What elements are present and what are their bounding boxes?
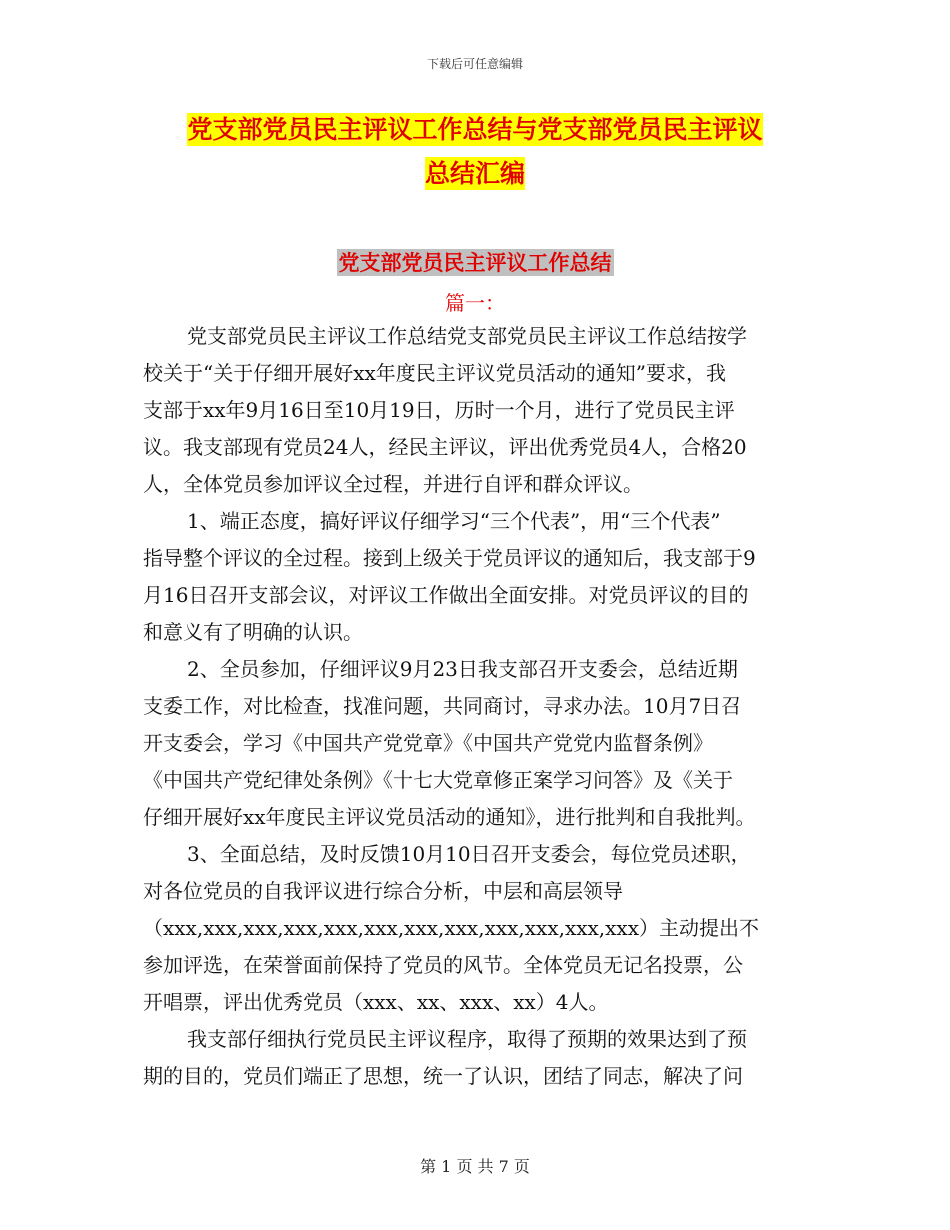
body-text — [143, 318, 813, 1095]
body-line: 人，全体党员参加评议全过程，并进行自评和群众评议。 — [143, 472, 643, 496]
body-line: 开唱票，评出优秀党员（xxx、xx、xxx、xx）4人。 — [143, 990, 609, 1014]
body-line: 指导整个评议的全过程。接到上级关于党员评议的通知后，我支部于9 — [143, 546, 756, 570]
body-line: （xxx,xxx,xxx,xxx,xxx,xxx,xxx,xxx,xxx,xxx,xxx,xxx）主动提出不 — [143, 916, 759, 940]
body-line: 党支部党员民主评议工作总结党支部党员民主评议工作总结按学 — [187, 324, 747, 348]
body-line: 仔细开展好xx年度民主评议党员活动的通知》，进行批判和自我批判。 — [143, 805, 756, 829]
body-line: 和意义有了明确的认识。 — [143, 620, 363, 644]
document-title-line-1: 党支部党员民主评议工作总结与党支部党员民主评议 — [187, 115, 763, 144]
body-line: 3、全面总结，及时反馈10月10日召开支委会，每位党员述职， — [187, 842, 751, 866]
body-line: 我支部仔细执行党员民主评议程序，取得了预期的效果达到了预 — [187, 1027, 747, 1051]
section-subheading: 篇一： — [445, 291, 505, 315]
body-line: 议。我支部现有党员24人，经民主评议，评出优秀党员4人，合格20 — [143, 435, 747, 459]
page-footer: 第 1 页 共 7 页 — [420, 1157, 530, 1176]
body-line: 2、全员参加，仔细评议9月23日我支部召开支委会，总结近期 — [187, 657, 738, 681]
document-title-line-2: 总结汇编 — [424, 159, 525, 188]
section-title: 党支部党员民主评议工作总结 — [338, 250, 612, 275]
body-line: 校关于“关于仔细开展好xx年度民主评议党员活动的通知”要求，我 — [143, 361, 727, 385]
body-line: 参加评选，在荣誉面前保持了党员的风节。全体党员无记名投票，公 — [143, 953, 743, 977]
body-line: 支部于xx年9月16日至10月19日，历时一个月，进行了党员民主评 — [143, 398, 735, 422]
header-note: 下载后可任意编辑 — [426, 57, 523, 71]
body-line: 期的目的，党员们端正了思想，统一了认识，团结了同志，解决了问 — [143, 1064, 743, 1088]
body-line: 《中国共产党纪律处条例》《十七大党章修正案学习问答》及《关于 — [143, 768, 733, 792]
body-line: 对各位党员的自我评议进行综合分析，中层和高层领导 — [143, 879, 623, 903]
body-line: 支委工作，对比检查，找准问题，共同商讨，寻求办法。10月7日召 — [143, 694, 742, 718]
body-line: 1、端正态度，搞好评议仔细学习“三个代表”，用“三个代表” — [187, 509, 721, 533]
body-line: 月16日召开支部会议，对评议工作做出全面安排。对党员评议的目的 — [143, 583, 749, 607]
body-line: 开支委会，学习《中国共产党党章》《中国共产党党内监督条例》 — [143, 731, 713, 755]
